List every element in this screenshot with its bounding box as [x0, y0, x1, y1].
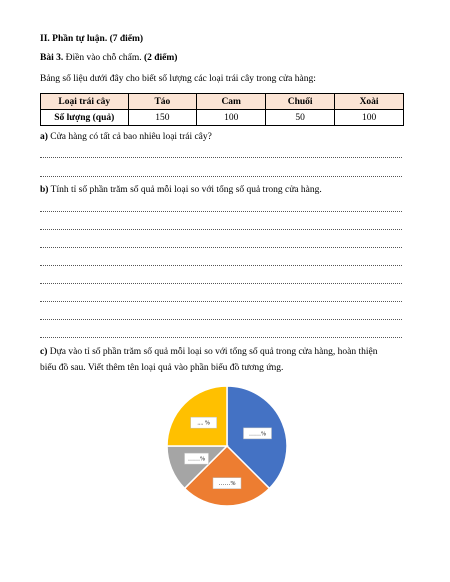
answer-line-b5[interactable] [40, 283, 402, 284]
exercise-text: Điền vào chỗ chấm. [63, 53, 144, 63]
question-a-label: a) [40, 132, 48, 142]
table-cell: 150 [128, 110, 197, 126]
table-header-cell: Cam [197, 94, 266, 110]
answer-line-b4[interactable] [40, 265, 402, 266]
question-c-text-1: Dựa vào tỉ số phần trăm số quả mỗi loại so với tổng số quả trong cửa hàng, hoàn thiện [47, 347, 378, 357]
pie-slice-label [213, 478, 241, 489]
question-a [40, 132, 212, 142]
question-c-label: c) [40, 347, 48, 357]
table-header-cell: Táo [128, 94, 197, 110]
answer-line-b1[interactable] [40, 211, 402, 212]
answer-line-b3[interactable] [40, 247, 402, 248]
exercise-label: Bài 3. [40, 53, 64, 63]
table-cell: 100 [197, 110, 266, 126]
question-c-line1 [40, 347, 377, 357]
svg-text:……%: ……% [218, 481, 236, 488]
section-title: II. Phần tự luận. (7 điểm) [40, 34, 144, 44]
table-row-header: Số lượng (quả) [41, 110, 129, 126]
answer-line-b6[interactable] [40, 301, 402, 302]
table-header-cell: Chuối [266, 94, 335, 110]
pie-chart-svg [166, 385, 288, 507]
answer-line-b2[interactable] [40, 229, 402, 230]
table-header-row [41, 94, 404, 110]
answer-line-a2[interactable] [40, 176, 402, 177]
pie-slice-label [185, 453, 209, 464]
table-row [41, 110, 404, 126]
question-b-label: b) [40, 185, 49, 195]
table-header-cell: Loại trái cây [41, 94, 129, 110]
answer-line-b7[interactable] [40, 319, 402, 320]
question-b [40, 185, 322, 195]
fruit-table [40, 93, 404, 126]
pie-chart [166, 385, 288, 507]
table-cell: 100 [335, 110, 404, 126]
question-b-text: Tính tỉ số phần trăm số quả mỗi loại so với tổng số quả trong cửa hàng. [48, 185, 322, 195]
svg-text:.... %: .... % [197, 420, 210, 427]
table-header-cell: Xoài [335, 94, 404, 110]
question-c-line2: biểu đồ sau. Viết thêm tên loại quả vào phần biểu đồ tương ứng. [40, 363, 284, 373]
exercise-points: (2 điểm) [143, 53, 178, 63]
answer-line-a1[interactable] [40, 157, 402, 158]
intro-text: Bảng số liệu dưới đây cho biết số lượng các loại trái cây trong cửa hàng: [40, 74, 316, 84]
pie-slice-label [243, 428, 271, 439]
pie-slice-label [191, 417, 217, 428]
question-a-text: Cửa hàng có tất cả bao nhiêu loại trái cây? [47, 132, 212, 142]
answer-line-b8[interactable] [40, 337, 402, 338]
table-cell: 50 [266, 110, 335, 126]
pie-slice [167, 386, 227, 446]
svg-text:……%: ……% [248, 431, 266, 438]
svg-text:……%: ……% [188, 456, 206, 463]
exercise-heading [40, 53, 177, 63]
